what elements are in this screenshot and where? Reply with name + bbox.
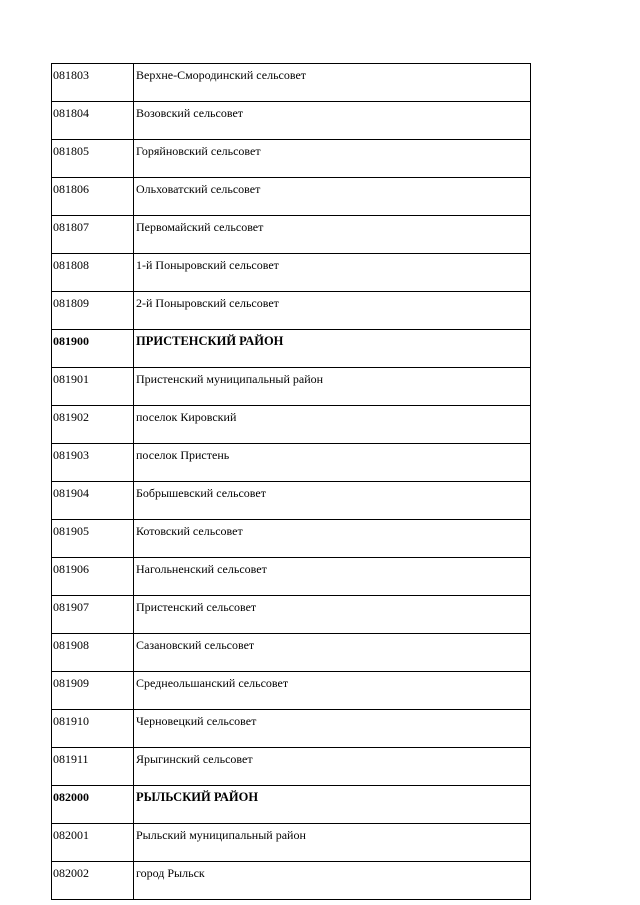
- row-name-cell: Пристенский муниципальный район: [134, 368, 531, 406]
- row-name-cell: Возовский сельсовет: [134, 102, 531, 140]
- row-code-cell: 081910: [52, 710, 134, 748]
- row-code-cell: 082000: [52, 786, 134, 824]
- table-row: [52, 862, 531, 900]
- row-name-cell: Первомайский сельсовет: [134, 216, 531, 254]
- row-code-cell: 081900: [52, 330, 134, 368]
- row-name-cell: Рыльский муниципальный район: [134, 824, 531, 862]
- table-row: [52, 710, 531, 748]
- table-row: [52, 520, 531, 558]
- row-name-cell: Пристенский сельсовет: [134, 596, 531, 634]
- row-name-cell: Черновецкий сельсовет: [134, 710, 531, 748]
- table-row: [52, 444, 531, 482]
- row-name-cell: Ярыгинский сельсовет: [134, 748, 531, 786]
- row-name-cell: Среднеольшанский сельсовет: [134, 672, 531, 710]
- row-name-cell: 2-й Поныровский сельсовет: [134, 292, 531, 330]
- table-row: [52, 254, 531, 292]
- row-code-cell: 081806: [52, 178, 134, 216]
- row-code-cell: 081805: [52, 140, 134, 178]
- table-body: [52, 64, 531, 900]
- row-code-cell: 081804: [52, 102, 134, 140]
- row-code-cell: 081904: [52, 482, 134, 520]
- row-code-cell: 081902: [52, 406, 134, 444]
- table-row: [52, 634, 531, 672]
- row-code-cell: 082001: [52, 824, 134, 862]
- municipal-codes-table: [51, 63, 531, 900]
- table-row: [52, 672, 531, 710]
- table-row: [52, 482, 531, 520]
- row-code-cell: 081808: [52, 254, 134, 292]
- row-code-cell: 081906: [52, 558, 134, 596]
- row-name-cell: поселок Пристень: [134, 444, 531, 482]
- row-name-cell: Верхне-Смородинский сельсовет: [134, 64, 531, 102]
- row-name-cell: город Рыльск: [134, 862, 531, 900]
- row-code-cell: 081905: [52, 520, 134, 558]
- row-code-cell: 081903: [52, 444, 134, 482]
- row-name-cell: 1-й Поныровский сельсовет: [134, 254, 531, 292]
- row-code-cell: 081909: [52, 672, 134, 710]
- row-name-cell: Нагольненский сельсовет: [134, 558, 531, 596]
- table-row: [52, 406, 531, 444]
- table-row: [52, 368, 531, 406]
- row-code-cell: 081911: [52, 748, 134, 786]
- row-code-cell: 081908: [52, 634, 134, 672]
- table-row: [52, 102, 531, 140]
- table-row: [52, 748, 531, 786]
- row-name-cell: ПРИСТЕНСКИЙ РАЙОН: [134, 330, 531, 368]
- row-name-cell: Сазановский сельсовет: [134, 634, 531, 672]
- table-section-row: [52, 330, 531, 368]
- table-row: [52, 178, 531, 216]
- row-code-cell: 081907: [52, 596, 134, 634]
- row-code-cell: 081809: [52, 292, 134, 330]
- table-row: [52, 140, 531, 178]
- row-name-cell: Ольховатский сельсовет: [134, 178, 531, 216]
- table-row: [52, 558, 531, 596]
- table-section-row: [52, 786, 531, 824]
- row-code-cell: 081901: [52, 368, 134, 406]
- table-row: [52, 292, 531, 330]
- table-row: [52, 596, 531, 634]
- row-name-cell: РЫЛЬСКИЙ РАЙОН: [134, 786, 531, 824]
- row-name-cell: Котовский сельсовет: [134, 520, 531, 558]
- table-row: [52, 216, 531, 254]
- row-code-cell: 081807: [52, 216, 134, 254]
- row-code-cell: 082002: [52, 862, 134, 900]
- table-row: [52, 64, 531, 102]
- row-code-cell: 081803: [52, 64, 134, 102]
- row-name-cell: Бобрышевский сельсовет: [134, 482, 531, 520]
- row-name-cell: поселок Кировский: [134, 406, 531, 444]
- row-name-cell: Горяйновский сельсовет: [134, 140, 531, 178]
- table-row: [52, 824, 531, 862]
